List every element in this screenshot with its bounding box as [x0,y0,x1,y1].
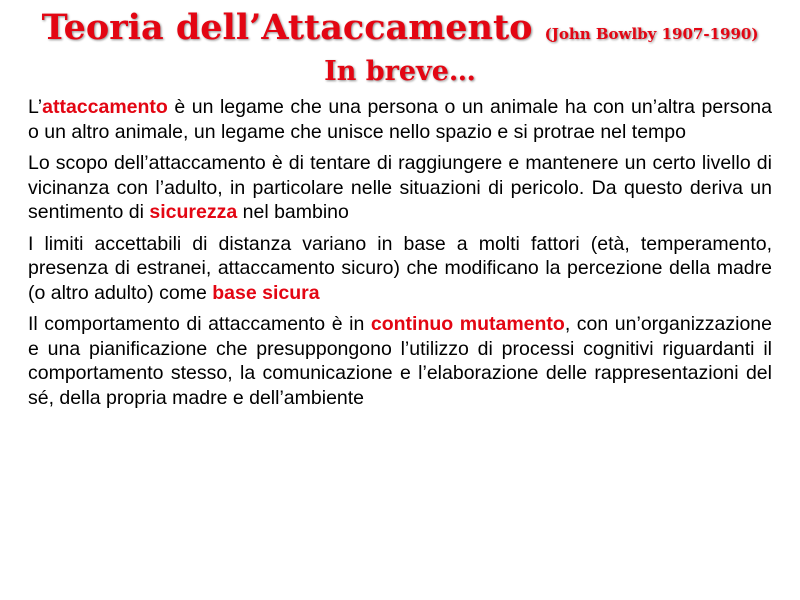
title-block [0,6,800,88]
paragraph-limiti [28,232,772,306]
highlight-attaccamento: attaccamento [42,96,168,118]
paragraph-text: Lo scopo dell’attaccamento è di tentare di raggiungere e mantenere un certo livello di vicinanza con l’adulto, in particolare nelle situazioni di pericolo. Da questo deriva un sentimento di [28,152,772,223]
paragraph-text: Il comportamento di attaccamento è in [28,313,371,335]
paragraph-text: I limiti accettabili di distanza variano in base a molti fattori (età, temperamento, presenza di estranei, attaccamento sicuro) che modificano la percezione della madre (o altro adulto) come [28,232,772,304]
slide-subtitle: In breve… [324,56,476,87]
paragraph-scopo [28,151,772,225]
paragraph-comportamento [28,312,772,410]
paragraph-attaccamento [28,95,772,144]
paragraph-text: , con un’organizzazione e una pianificazione che presuppongono l’utilizzo di processi cognitivi riguardanti il comportamento stesso, la comunicazione e l’elaborazione delle rappresentazioni del sé, della propria madre e dell’ambiente [28,313,772,409]
paragraph-text: nel bambino [237,201,349,223]
title-attribution: (John Bowlby 1907-1990) [544,25,759,43]
paragraph-text: è un legame che una persona o un animale ha con un’altra persona o un altro animale, un legame che unisce nello spazio e si protrae nel tempo [28,96,772,143]
body-text [28,95,772,417]
highlight-continuo-mutamento: continuo mutamento [370,313,565,335]
paragraph-text: L’ [28,96,43,118]
highlight-base-sicura: base sicura [212,281,320,304]
slide-title: Teoria dell’Attaccamento [41,7,533,48]
highlight-sicurezza: sicurezza [149,201,238,223]
title-line [0,6,800,56]
